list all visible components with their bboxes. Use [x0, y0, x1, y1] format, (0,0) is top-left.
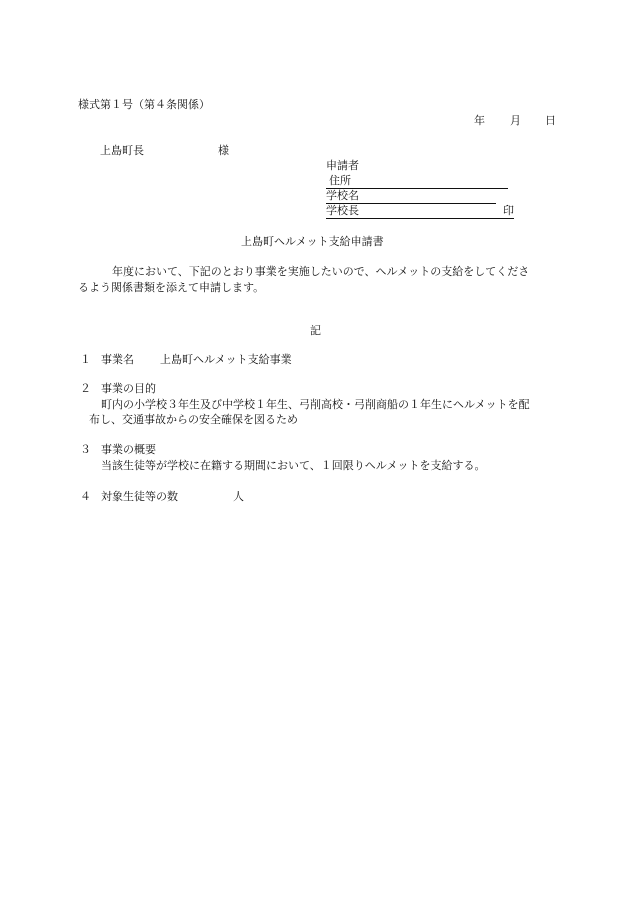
address-label: 住所: [329, 174, 351, 187]
addressee-name: 上島町長: [100, 144, 144, 157]
item-3-number: ３: [80, 443, 91, 456]
date-day: 日: [545, 114, 556, 127]
address-underline: [326, 174, 508, 189]
intro-line-2: るよう関係書類を添えて申請します。: [78, 281, 265, 294]
intro-line-1: 年度において、下記のとおり事業を実施したいので、ヘルメットの支給をしてくださ: [112, 265, 530, 278]
form-number: 様式第１号（第４条関係）: [78, 98, 210, 111]
school-name-label: 学校名: [326, 189, 359, 202]
item-4-number: ４: [80, 490, 91, 503]
school-name-underline: [326, 189, 496, 204]
principal-label: 学校長: [326, 204, 359, 217]
applicant-heading: 申請者: [326, 159, 359, 172]
item-2-number: ２: [80, 382, 91, 395]
item-2-line-1: 町内の小学校３年生及び中学校１年生、弓削高校・弓削商船の１年生にヘルメットを配: [101, 398, 530, 411]
item-2-label: 事業の目的: [101, 382, 156, 395]
item-1-number: １: [80, 353, 91, 366]
ki-heading: 記: [310, 324, 321, 337]
item-1-label: 事業名: [101, 353, 134, 366]
address-field: [326, 174, 508, 189]
item-1-value: 上島町ヘルメット支給事業: [160, 353, 292, 366]
addressee-honorific: 様: [218, 144, 229, 157]
date-year: 年: [474, 114, 485, 127]
date-month: 月: [510, 114, 521, 127]
principal-underline: [326, 204, 514, 219]
principal-field: [326, 204, 514, 219]
school-name-field: [326, 189, 496, 204]
item-4-unit: 人: [233, 490, 244, 503]
item-3-label: 事業の概要: [101, 443, 156, 456]
document-title: 上島町ヘルメット支給申請書: [241, 235, 384, 248]
item-2-line-2: 布し、交通事故からの安全確保を図るため: [89, 413, 298, 426]
item-3-line-1: 当該生徒等が学校に在籍する期間において、１回限りヘルメットを支給する。: [101, 459, 486, 472]
item-4-label: 対象生徒等の数: [101, 490, 178, 503]
seal-mark: 印: [503, 204, 514, 217]
